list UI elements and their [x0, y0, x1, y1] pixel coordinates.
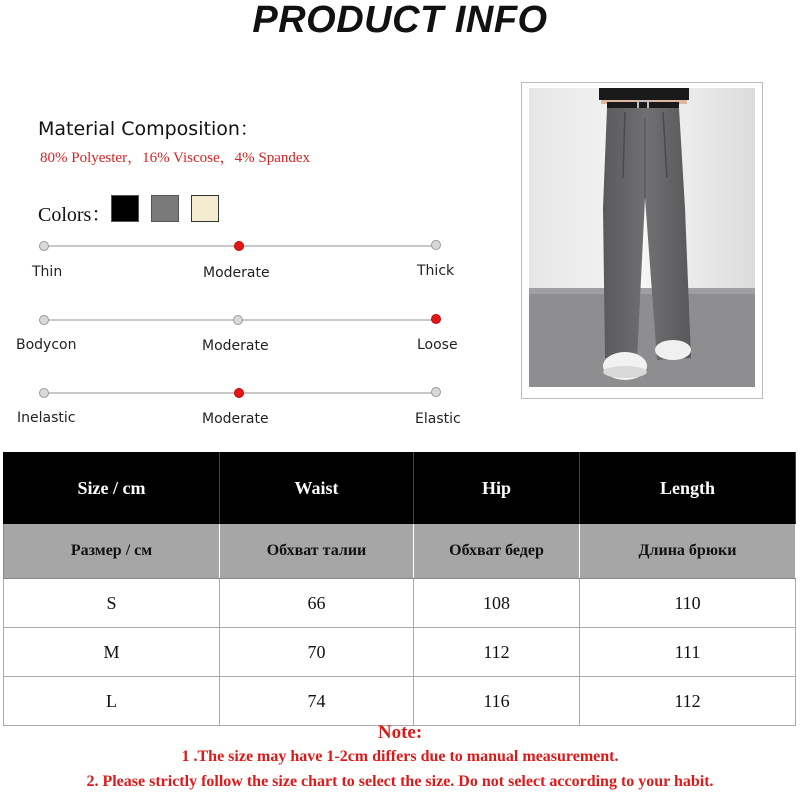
product-photo — [529, 88, 755, 387]
scale-dot — [234, 388, 244, 398]
table-header-row — [4, 453, 796, 524]
material-composition-value: 80% Polyester，16% Viscose，4% Spandex — [40, 150, 311, 166]
table-header-cell: Hip — [414, 453, 580, 524]
scale-label: Thick — [417, 263, 455, 279]
table-subheader-cell: Обхват талии — [220, 524, 414, 579]
table-cell: M — [4, 628, 220, 677]
table-cell: 66 — [220, 579, 414, 628]
table-row — [4, 677, 796, 726]
table-subheader-cell: Обхват бедер — [414, 524, 580, 579]
scale-label: Thin — [32, 264, 63, 280]
table-header-cell: Waist — [220, 453, 414, 524]
scale-label: Inelastic — [17, 410, 76, 426]
scale-label: Moderate — [202, 411, 269, 427]
table-cell: 112 — [414, 628, 580, 677]
color-swatch-black — [111, 195, 139, 222]
scale-dot — [39, 388, 49, 398]
note-line-1: 1 .The size may have 1-2cm differs due to manual measurement. — [181, 748, 619, 765]
color-swatch-gray — [151, 195, 179, 222]
table-subheader-row — [4, 524, 796, 579]
table-header-cell: Size / cm — [4, 453, 220, 524]
table-cell: L — [4, 677, 220, 726]
scale-dot — [39, 315, 49, 325]
colors-label: Colors： — [38, 204, 112, 226]
color-swatch-beige — [191, 195, 219, 222]
table-cell: 112 — [580, 677, 796, 726]
size-table — [3, 452, 796, 726]
table-subheader-cell: Длина брюки — [580, 524, 796, 579]
table-cell: 108 — [414, 579, 580, 628]
table-row — [4, 579, 796, 628]
scale-label: Bodycon — [16, 337, 77, 353]
scale-dot — [233, 315, 243, 325]
scale-dot — [431, 387, 441, 397]
page-title: PRODUCT INFO — [252, 0, 548, 41]
table-row — [4, 628, 796, 677]
table-cell: 111 — [580, 628, 796, 677]
scale-label: Moderate — [203, 265, 270, 281]
table-cell: 110 — [580, 579, 796, 628]
table-subheader-cell: Размер / см — [4, 524, 220, 579]
scale-dot — [431, 240, 441, 250]
table-header-cell: Length — [580, 453, 796, 524]
table-cell: 74 — [220, 677, 414, 726]
product-photo-illustration — [529, 88, 755, 387]
material-composition-label: Material Composition： — [38, 118, 259, 140]
scale-label: Loose — [417, 337, 458, 353]
table-cell: S — [4, 579, 220, 628]
table-cell: 116 — [414, 677, 580, 726]
scale-dot — [431, 314, 441, 324]
scale-dot — [234, 241, 244, 251]
scale-label: Elastic — [415, 411, 461, 427]
scale-dot — [39, 241, 49, 251]
table-cell: 70 — [220, 628, 414, 677]
note-heading: Note: — [377, 722, 423, 743]
note-line-2: 2. Please strictly follow the size chart to select the size. Do not select according to your habit. — [86, 773, 714, 790]
scale-label: Moderate — [202, 338, 269, 354]
